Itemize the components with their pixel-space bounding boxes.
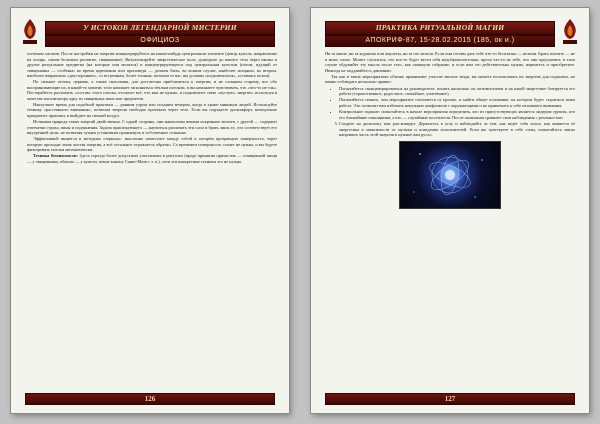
- right-page-body: [325, 51, 575, 387]
- bullet-item: • Контрольное задание: попытайтесь в начале мероприятия определить, кто из присутствующих является лидером группы, кто его ближайшие помощники, а кто — случайные посетители. После окончания сравните свои наблюдения с реальностью.: [339, 109, 575, 120]
- safety-label: Техника безопасности:: [33, 153, 78, 159]
- body-paragraph: Наилучшее время для подобной практики — ранним утром или поздним вечером, когда в храме минимум людей. Используйте технику «рассеянного внимания», позволяя энергии свободно протекать через тело. Если вы ощущаете дискомфорт, немедленно прекратите практику и выйдите на свежий воздух.: [27, 101, 277, 119]
- bullet-item: • Попытайтесь понять, чем мероприятие отличается от прочих, и найти общее основание, на котором будет строиться ваша работа. Это позволит вам избежать ненужных конфликтов с окружающими и не привлекать к себе излишнего внимания.: [339, 97, 575, 108]
- page-header-title: У ИСТОКОВ ЛЕГЕНДАРНОЙ МИСТЕРИИ: [45, 21, 275, 35]
- left-page: [11, 8, 289, 413]
- bullet-item: • Попытайтесь сконцентрироваться на руководителе, понять насколько он оптимистичен и на какой энергетике базируется его работа (торжественное, радостное, спокойное, угнетённое).: [339, 86, 575, 97]
- body-paragraph: Так как в таких мероприятиях обычно принимают участие многие люди, вы можете использовать их энергию для подпитки, но важно соблюдать несколько правил:: [325, 73, 575, 85]
- body-paragraph: Истинная природа таких энергий двойственна. С одной стороны, они накоплены веками искренних молитв, с другой — содержат отпечатки страха, вины и подчинения. Задача практикующего — научиться различать эти слои и брать лишь то, что соответствует его внутренней цели, не позволяя чужим установкам проникнуть в собственное сознание.: [27, 119, 277, 136]
- page-number: 127: [325, 393, 575, 405]
- page-header-subtitle: ОФИЦИОЗ: [45, 35, 275, 47]
- body-paragraph: По сильнее потока, церковь, а также скопления, для достаточно приблизиться к энергии, и не слишком старому, все обо воспринимающие их, в какой-то момент, тело начинает заполняться тёплым потоком, и вы начинаете чувствовать, что «что-то не так». Постарайтесь разложить «состав» этого потока, отсеките всё, что вам не нужно, и подключите свою «пустую» энергию, используя в качестве катализатора одну из священных икон или предметов.: [27, 79, 277, 101]
- energy-sphere-graphic: [400, 142, 500, 208]
- body-paragraph: Ни за какие, ни за журналы или амулеты, ни за что нельзя. Если они готовы дать тебе что-то бесплатно — возьми. Брать платить — не в моих силах. Может случиться, что кто-то будет вести себя недоброжелательно, прося что-то не тебе, что они предлагают, в этом случае обдумайте эту мысль после того, как покинули собрание, и если вам это действительно нужно, вернитесь и приобретите. Никогда не поддавайтесь давлению.: [325, 51, 575, 73]
- body-paragraph: отечеком хагахов. После настройки на энергии концентрируйтесь на каком-нибудь центральном элементе (центр купола, направление на алтарь, самом большом распятие, священнике). Визуализируйте энергетическое поле, дошедшее до вашего тела через иконы и другие ритуальные предметы (на которые они молятся) и концентрирующееся под центральным куполом (потом, идущий от священника — особенно во время церемонии или проповеди — должен быть, во всяком случае, наиболее мощным, во втором, наиболее ваиравлено «двустороннее», со встречным, более точным, потоком от вас, вы должны «подключиться», оставаясь потом).: [27, 51, 277, 79]
- flame-emblem-icon: [559, 17, 581, 47]
- numbered-item: 5. Сходите на дискотеку или рок-концерт. Держитесь в углу и наблюдайте за тем, как ведёт себя толпа, как меняется её энергетика в зависимости от музыки и поведения исполнителей. Если вы чувствуете в себе силы, попытайтесь мягко направить часть этой энергии в нужное вам русло.: [339, 121, 575, 138]
- bullet-list: [325, 86, 575, 120]
- numbered-list: [325, 121, 575, 138]
- right-page: [311, 8, 589, 413]
- body-paragraph: Эффективной является и методика «зеркала»: мысленно поместите между собой и алтарём прозрачную поверхность, через которую проходит лишь чистая энергия, а всё остальное отражается обратно. Со временем поверхность станет не нужна, и вы будете фильтровать потоки автоматически.: [27, 136, 277, 153]
- safety-text: Здесь гораздо более допустимо участвовать в ритуалах (вроде принятия причастия — освященной пищи — у священника, обычно — у купели, пение канону Санкт-Матв с т. п.), хотя эти конкретные техники это не нужно.: [27, 153, 277, 164]
- left-page-body: [27, 51, 277, 387]
- energy-sphere-image: [399, 141, 501, 209]
- safety-paragraph: [27, 153, 277, 164]
- page-header-title: ПРАКТИКА РИТУАЛЬНОЙ МАГИИ: [325, 21, 555, 35]
- flame-emblem-icon: [19, 17, 41, 47]
- page-header-subtitle: АПОКРИФ-87, 15-28.02.2015 (185, ок и.): [325, 35, 555, 47]
- page-number: 126: [25, 393, 275, 405]
